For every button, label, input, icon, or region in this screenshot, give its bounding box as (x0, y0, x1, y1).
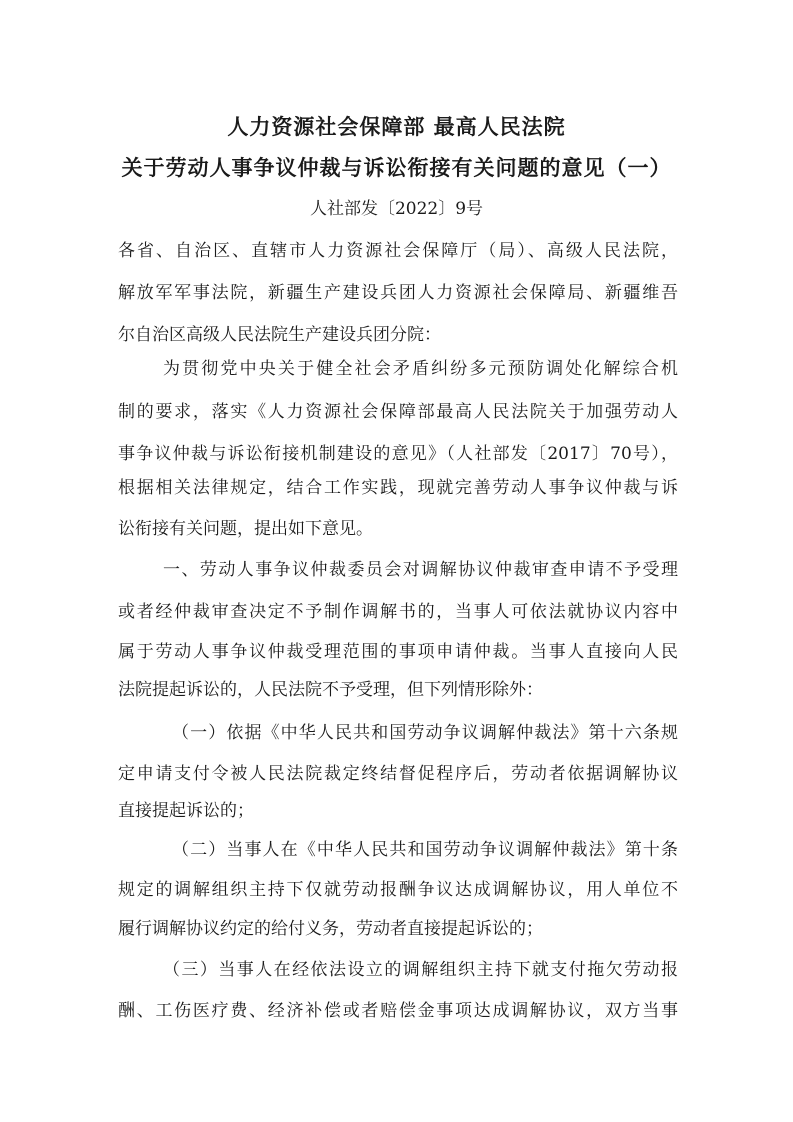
body-text-line: 或者经仲裁审查决定不予制作调解书的，当事人可依法就协议内容中 (118, 602, 678, 622)
body-text-line: 事争议仲裁与诉讼衔接机制建设的意见》（人社部发〔2017〕70号）， (118, 444, 678, 464)
body-text-line: 根据相关法律规定，结合工作实践，现就完善劳动人事争议仲裁与诉 (118, 478, 678, 498)
body-text-line: 定申请支付令被人民法院裁定终结督促程序后，劳动者依据调解协议 (118, 764, 678, 784)
body-text-line: 为贯彻党中央关于健全社会矛盾纠纷多元预防调处化解综合机 (163, 359, 678, 379)
body-text-line: （二）当事人在《中华人民共和国劳动争议调解仲裁法》第十条 (172, 840, 678, 860)
body-text-line: 属于劳动人事争议仲裁受理范围的事项申请仲裁。当事人直接向人民 (118, 642, 678, 662)
body-text-line: 履行调解协议约定的给付义务，劳动者直接提起诉讼的； (118, 919, 543, 939)
document-title-line-2: 关于劳动人事争议仲裁与诉讼衔接有关问题的意见（一） (121, 155, 672, 180)
body-text-line: 规定的调解组织主持下仅就劳动报酬争议达成调解协议，用人单位不 (118, 880, 678, 900)
body-text-line: 解放军军事法院，新疆生产建设兵团人力资源社会保障局、新疆维吾 (118, 283, 678, 303)
body-text-line: 各省、自治区、直辖市人力资源社会保障厅（局）、高级人民法院， (118, 241, 678, 261)
body-text-line: （一）依据《中华人民共和国劳动争议调解仲裁法》第十六条规 (172, 723, 678, 743)
body-text-line: 讼衔接有关问题，提出如下意见。 (118, 519, 373, 539)
document-title-line-1: 人力资源社会保障部 最高人民法院 (227, 114, 566, 139)
body-text-line: 酬、工伤医疗费、经济补偿或者赔偿金事项达成调解协议，双方当事 (118, 1001, 678, 1021)
body-text-line: 尔自治区高级人民法院生产建设兵团分院： (118, 325, 441, 345)
body-text-line: 法院提起诉讼的，人民法院不予受理，但下列情形除外： (118, 680, 543, 700)
body-text-line: 制的要求，落实《人力资源社会保障部最高人民法院关于加强劳动人 (118, 402, 678, 422)
document-number: 人社部发〔2022〕9号 (309, 199, 484, 219)
body-text-line: 直接提起诉讼的； (118, 801, 254, 821)
body-text-line: 一、劳动人事争议仲裁委员会对调解协议仲裁审查申请不予受理 (163, 560, 678, 580)
body-text-line: （三）当事人在经依法设立的调解组织主持下就支付拖欠劳动报 (163, 960, 678, 980)
